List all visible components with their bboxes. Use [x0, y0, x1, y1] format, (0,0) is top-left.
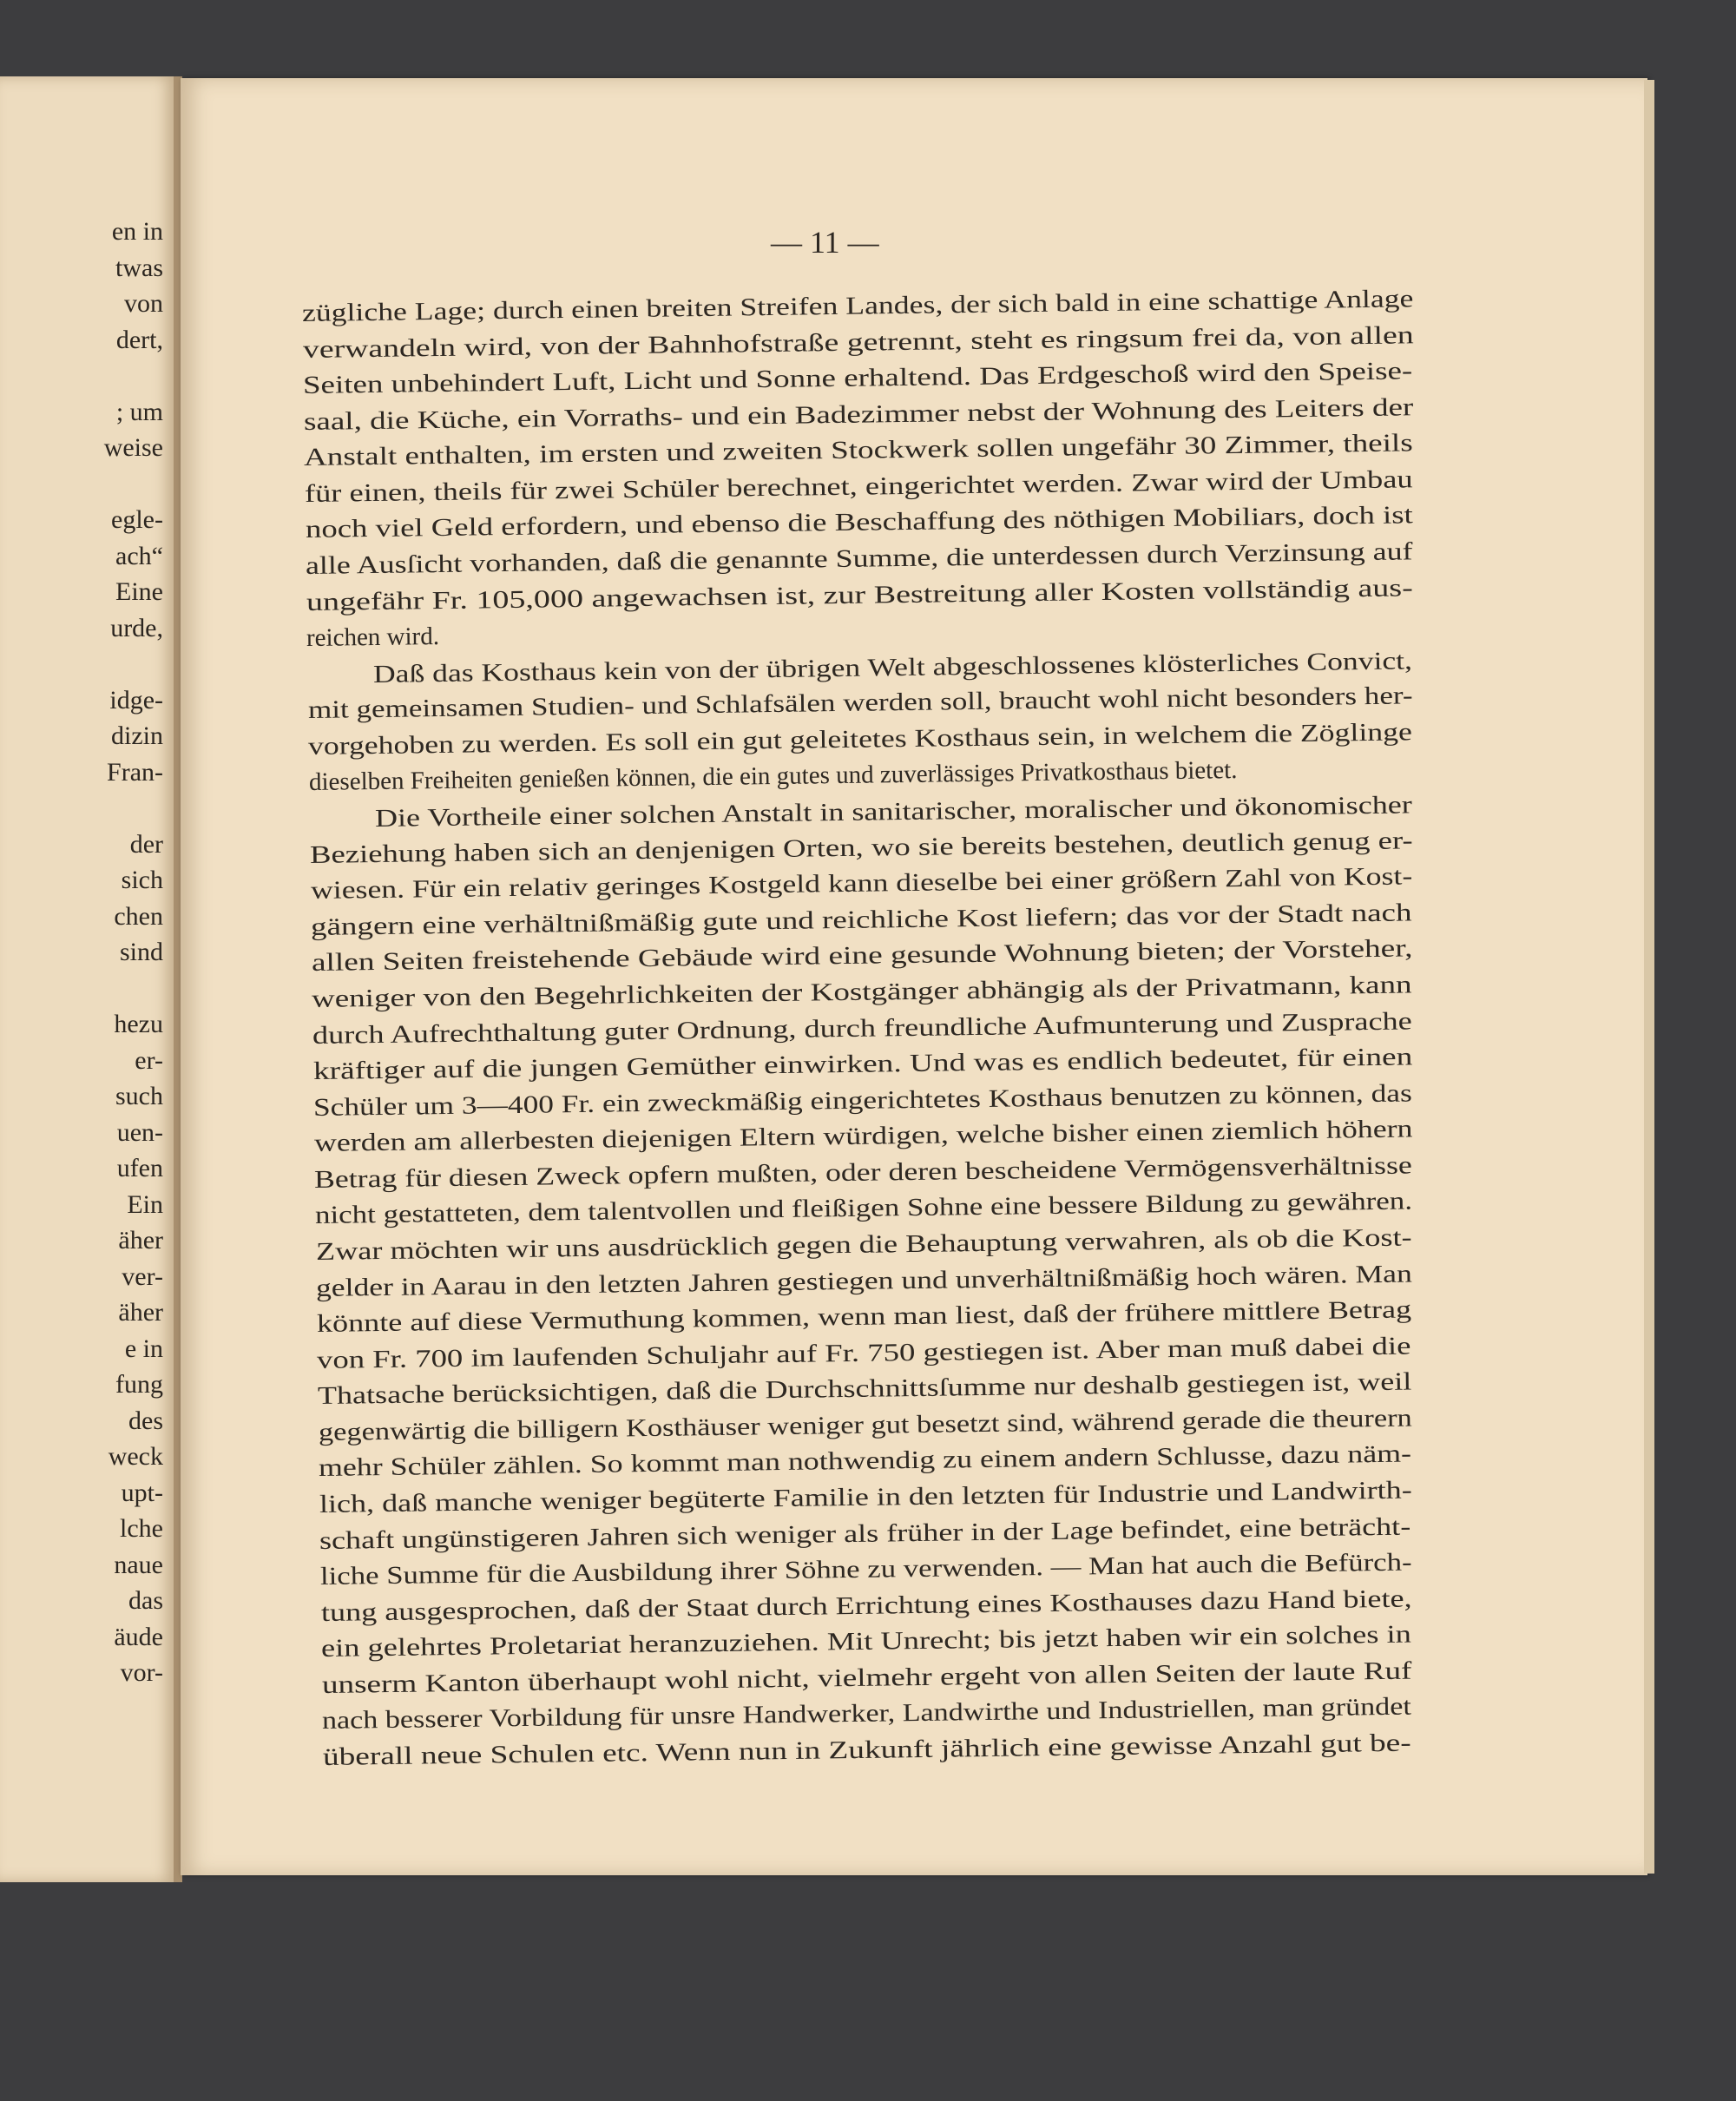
left-page-fragment: dizin: [111, 721, 163, 750]
left-page-fragment: sind: [119, 938, 163, 966]
left-page-fragment: äher: [118, 1298, 163, 1327]
text-line: Thatsache berücksichtigen, daß die Durchschnittsſumme nur deshalb gestiegen ist, weil: [317, 1367, 1412, 1411]
left-page-fragment: das: [128, 1586, 163, 1615]
text-line: saal, die Küche, ein Vorraths- und ein Badezimmer nebst der Wohnung des Leiters der: [303, 392, 1414, 436]
text-line: weniger von den Begehrlichkeiten der Kostgänger abhängig als der Privatmann, kann: [312, 971, 1413, 1013]
text-line: könnte auf diese Vermuthung kommen, wenn man liest, daß der frühere mittlere Betrag: [316, 1295, 1412, 1339]
page-number: — 11 —: [771, 225, 879, 260]
text-line: nach besserer Vorbildung für unsre Handwerker, Landwirthe und Industriellen, man gründet: [322, 1692, 1412, 1735]
left-page-fragment: lche: [120, 1514, 163, 1543]
text-line: verwandeln wird, von der Bahnhofstraße getrennt, steht es ringsum frei da, von allen: [302, 320, 1414, 364]
left-page-fragment: upt-: [121, 1478, 163, 1507]
text-line: alle Ausſicht vorhanden, daß die genannte Summe, die unterdessen durch Verzinsung auf: [305, 537, 1413, 581]
text-line: kräftiger auf die jungen Gemüther einwirken. Und was es endlich bedeutet, für einen: [312, 1043, 1413, 1086]
left-page-fragment: Ein: [127, 1189, 163, 1219]
left-page-fragment: der: [129, 829, 163, 859]
left-page-fragment: weise: [103, 433, 163, 462]
left-page-fragment: ; um: [115, 397, 163, 426]
left-page-fragment: twas: [115, 253, 163, 282]
left-page-fragment: sich: [121, 866, 163, 894]
text-line: zügliche Lage; durch einen breiten Streifen Landes, der sich bald in eine schattige Anlage: [301, 285, 1414, 327]
left-page-fragment: idge-: [109, 685, 163, 715]
left-page-fragment: Fran-: [107, 757, 163, 787]
text-line: reichen wird.: [306, 622, 440, 653]
text-line: schaft ungünstigeren Jahren sich weniger als früher in der Lage befindet, eine beträcht-: [319, 1512, 1411, 1555]
text-line: Zwar möchten wir uns ausdrücklich gegen die Behauptung verwahren, als ob die Kost-: [315, 1223, 1412, 1266]
text-line: ungefähr Fr. 105,000 angewachsen ist, zur Bestreitung aller Kosten vollständig aus-: [306, 573, 1413, 616]
left-page-fragment: ver-: [122, 1261, 163, 1291]
left-page-fragment: dert,: [115, 325, 163, 354]
text-line: ein gelehrtes Proletariat heranzuziehen. Mit Unrecht; bis jetzt haben wir ein solches in: [320, 1620, 1412, 1663]
left-page-fragment: ufen: [116, 1154, 163, 1182]
text-line: mehr Schüler zählen. So kommt man nothwendig zu einem andern Schlusse, dazu näm-: [318, 1439, 1412, 1483]
text-line: durch Aufrechthaltung guter Ordnung, durch freundliche Aufmunterung und Zusprache: [312, 1006, 1412, 1050]
left-page-fragment: er-: [135, 1045, 163, 1075]
left-page-fragment: von: [124, 289, 163, 318]
left-page-fragment: fung: [115, 1370, 163, 1399]
left-page-fragment: such: [115, 1082, 163, 1110]
left-page-fragment: naue: [114, 1550, 163, 1579]
text-line: nicht gestatteten, dem talentvollen und fleißigen Sohne eine bessere Bildung zu gewähren.: [314, 1187, 1413, 1230]
text-line: gelder in Aarau in den letzten Jahren gestiegen und unverhältnißmäßig hoch wären. Man: [315, 1259, 1413, 1302]
left-page-fragment: ach“: [115, 541, 163, 570]
text-line: tung ausgesprochen, daß der Staat durch Errichtung eines Kosthauses dazu Hand biete,: [320, 1584, 1412, 1627]
text-line: gängern eine verhältnißmäßig gute und reichliche Kost liefern; das vor der Stadt nach: [310, 899, 1412, 941]
text-line: mit gemeinsamen Studien- und Schlafsälen werden soll, braucht wohl nicht besonders her-: [307, 682, 1413, 725]
text-line: wiesen. Für ein relativ geringes Kostgeld kann dieselbe bei einer größern Zahl von Kost-: [310, 862, 1413, 906]
text-line: werden am allerbesten diejenigen Eltern würdigen, welche bisher einen ziemlich höhern: [313, 1115, 1413, 1158]
text-line: Anstalt enthalten, im ersten und zweiten Stockwerk sollen ungefähr 30 Zimmer, theils: [304, 429, 1414, 472]
left-page-fragment: hezu: [114, 1010, 163, 1038]
text-line: vorgehoben zu werden. Es soll ein gut geleitetes Kosthaus sein, in welchem die Zöglinge: [307, 718, 1413, 761]
left-page-fragment: e in: [124, 1334, 163, 1363]
left-page-fragment: des: [128, 1406, 163, 1435]
text-line: Beziehung haben sich an denjenigen Orten, wo sie bereits bestehen, deutlich genug er-: [309, 826, 1413, 869]
left-page-fragment: äude: [114, 1622, 163, 1651]
text-line: Betrag für diesen Zweck opfern mußten, oder deren bescheidene Vermögensverhältnisse: [314, 1151, 1413, 1194]
text-line: für einen, theils für zwei Schüler berechnet, eingerichtet werden. Zwar wird der Umbau: [304, 465, 1413, 508]
text-line: liche Summe für die Ausbildung ihrer Söhne zu verwenden. — Man hat auch die Befürch-: [319, 1548, 1412, 1591]
text-line: von Fr. 700 im laufenden Schuljahr auf Fr. 750 gestiegen ist. Aber man muß dabei die: [317, 1332, 1411, 1374]
left-page-fragment: urde,: [110, 613, 163, 642]
text-line: überall neue Schulen etc. Wenn nun in Zukunft jährlich eine gewisse Anzahl gut be-: [322, 1729, 1411, 1771]
left-page-fragment: chen: [114, 901, 163, 931]
left-page-fragment: egle-: [111, 505, 163, 534]
text-line: Seiten unbehindert Luft, Licht und Sonne erhaltend. Das Erdgeschoß wird den Speise-: [302, 357, 1413, 400]
text-line: gegenwärtig die billigern Kosthäuser weniger gut besetzt sind, während gerade die theurern: [318, 1404, 1412, 1446]
left-page-fragment: vor-: [120, 1658, 163, 1687]
left-page-fragment: uen-: [116, 1117, 163, 1147]
left-page-fragment: Eine: [115, 577, 163, 606]
text-line: Die Vortheile einer solchen Anstalt in sanitarischer, moralischer und ökonomischer: [375, 791, 1413, 833]
text-line: allen Seiten freistehende Gebäude wird eine gesunde Wohnung bieten; der Vorsteher,: [311, 934, 1413, 978]
text-line: Daß das Kosthaus kein von der übrigen Welt abgeschlossenes klösterliches Convict,: [372, 647, 1413, 688]
text-line: Schüler um 3—400 Fr. ein zweckmäßig eingerichtetes Kosthaus benutzen zu können, das: [312, 1079, 1413, 1122]
text-line: unserm Kanton überhaupt wohl nicht, vielmehr ergeht von allen Seiten der laute Ruf: [321, 1656, 1412, 1699]
left-page-fragment: weck: [108, 1442, 163, 1471]
text-line: lich, daß manche weniger begüterte Familie in den letzten für Industrie und Landwirth-: [319, 1476, 1412, 1518]
left-page-fragment: en in: [111, 217, 163, 246]
left-page-fragment: äher: [118, 1226, 163, 1255]
text-line: noch viel Geld erfordern, und ebenso die Beschaffung des nöthigen Mobiliars, doch ist: [305, 501, 1413, 544]
text-line: dieselben Freiheiten genießen können, die ein gutes und zuverlässiges Privatkosthaus bietet.: [308, 756, 1238, 797]
